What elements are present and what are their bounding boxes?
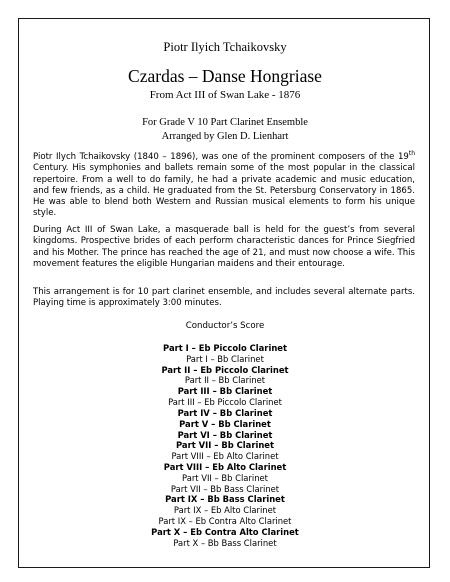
part-list-item: Part VII – Bb Clarinet bbox=[176, 440, 274, 451]
piece-title: Czardas – Danse Hongriase bbox=[128, 66, 322, 86]
scene-description-paragraph: During Act III of Swan Lake, a masquerade ball is held for the guest’s from several kingdoms. Prospective brides of each perform characteristic dances for Prince Siegfried and his Mother. The prince has reached the age of 21, and must now choose a wife. This movement features the eligible Hungarian maidens and their entourage. bbox=[33, 225, 415, 269]
arranger-line: Arranged by Glen D. Lienhart bbox=[161, 131, 289, 142]
bio-superscript: th bbox=[408, 150, 415, 158]
part-list-item: Part IV – Bb Clarinet bbox=[177, 407, 273, 418]
part-list-item: Part VIII – Eb Alto Clarinet bbox=[171, 451, 279, 462]
part-list-item: Part VIII – Eb Alto Clarinet bbox=[163, 461, 287, 472]
bio-text-start: Piotr Ilych Tchaikovsky (1840 – 1896), was one of the prominent composers of the 19 bbox=[33, 152, 409, 162]
part-list-item: Part VII – Bb Bass Clarinet bbox=[170, 483, 280, 494]
part-list-item: Part I – Eb Piccolo Clarinet bbox=[163, 343, 287, 353]
part-list-item: Part II – Eb Piccolo Clarinet bbox=[161, 364, 289, 375]
part-list-item: Part IX – Eb Alto Clarinet bbox=[173, 505, 277, 516]
part-list-item: Part X – Eb Contra Alto Clarinet bbox=[151, 526, 299, 537]
grade-line: For Grade V 10 Part Clarinet Ensemble bbox=[142, 117, 308, 128]
arrangement-info-paragraph: This arrangement is for 10 part clarinet ensemble, and includes several alternate parts. Playing time is approximately 3:00 minutes. bbox=[33, 287, 415, 309]
composer-bio-paragraph bbox=[33, 152, 415, 220]
part-list-item: Part V – Bb Clarinet bbox=[179, 418, 271, 429]
parts-list bbox=[0, 343, 450, 548]
part-list-item: Part IX – Bb Bass Clarinet bbox=[165, 494, 285, 505]
conductor-score-label: Conductor’s Score bbox=[185, 321, 265, 331]
part-list-item: Part III – Eb Piccolo Clarinet bbox=[168, 397, 282, 408]
part-list-item: Part VI – Bb Clarinet bbox=[177, 429, 273, 440]
part-list-item: Part II – Bb Clarinet bbox=[184, 375, 266, 386]
piece-subtitle: From Act III of Swan Lake - 1876 bbox=[149, 89, 301, 101]
bio-text-end: Century. His symphonies and ballets remain some of the most popular in the classical repertoire. From a well to do family, he had a private academic and music education, and few friends, as a child. He graduated from the St. Petersburg Conservatory in 1865. He was able to blend both Western and Russian musical elements to form his unique style. bbox=[33, 163, 415, 219]
part-list-item: Part III – Bb Clarinet bbox=[177, 386, 273, 397]
composer-name: Piotr Ilyich Tchaikovsky bbox=[163, 40, 287, 54]
part-list-item: Part VII – Bb Clarinet bbox=[182, 472, 268, 483]
part-list-item: Part IX – Eb Contra Alto Clarinet bbox=[158, 516, 292, 526]
part-list-item: Part I – Bb Clarinet bbox=[186, 353, 264, 364]
part-list-item: Part X – Bb Bass Clarinet bbox=[173, 537, 277, 548]
